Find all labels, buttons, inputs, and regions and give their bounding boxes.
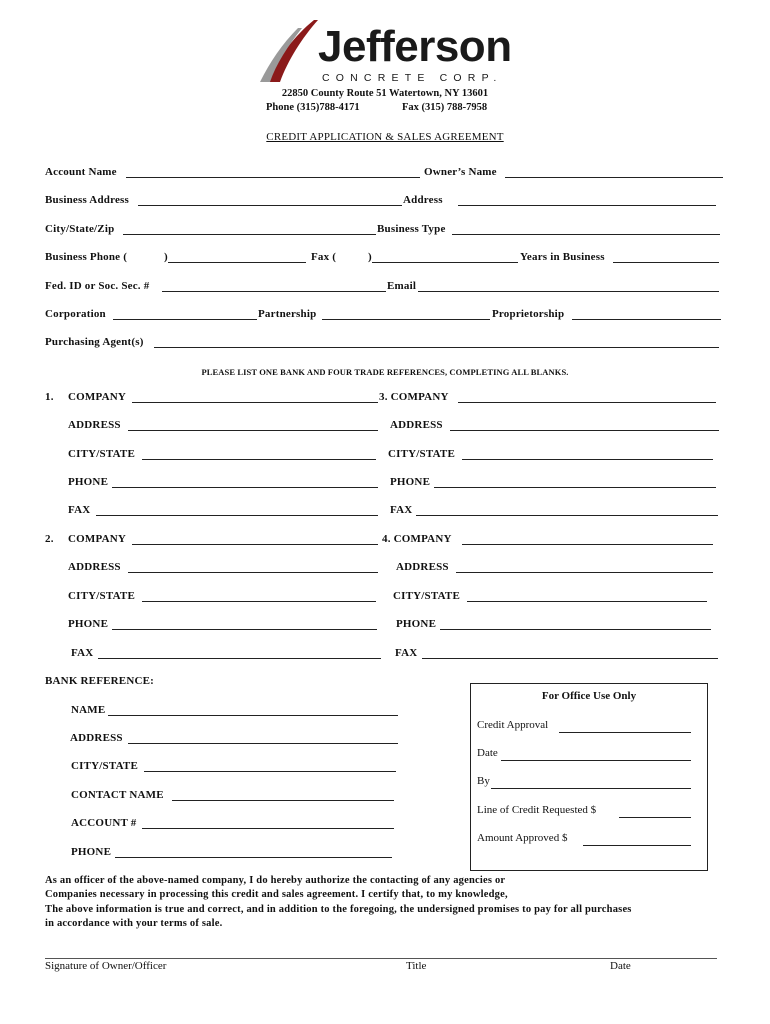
credit-approval-field[interactable] <box>559 732 691 733</box>
ref2-company-field[interactable] <box>132 544 378 545</box>
years-in-business-label: Years in Business <box>520 251 605 263</box>
ref2-address-field[interactable] <box>128 572 378 573</box>
address-field[interactable] <box>458 205 716 206</box>
amount-approved-field[interactable] <box>583 845 691 846</box>
fax-field[interactable] <box>372 262 518 263</box>
line-of-credit-label: Line of Credit Requested $ <box>477 804 597 816</box>
bank-account-label: ACCOUNT # <box>71 817 137 829</box>
credit-approval-label: Credit Approval <box>477 719 549 731</box>
ref2-phone-field[interactable] <box>112 629 377 630</box>
agreement-line-4: in accordance with your terms of sale. <box>45 918 223 929</box>
ref1-city-field[interactable] <box>142 459 376 460</box>
bank-name-field[interactable] <box>108 715 398 716</box>
ref1-address-label: ADDRESS <box>68 419 121 431</box>
account-name-field[interactable] <box>126 177 420 178</box>
ref2-company-label: COMPANY <box>68 533 127 545</box>
bank-name-label: NAME <box>71 704 106 716</box>
ref2-city-label: CITY/STATE <box>68 590 136 602</box>
partnership-label: Partnership <box>258 308 317 320</box>
ref3-phone-label: PHONE <box>390 476 431 488</box>
ref1-number: 1. <box>45 391 54 403</box>
years-in-business-field[interactable] <box>613 262 719 263</box>
business-phone-field[interactable] <box>168 262 306 263</box>
ref3-address-label: ADDRESS <box>390 419 443 431</box>
bank-city-field[interactable] <box>144 771 396 772</box>
ref2-fax-label: FAX <box>71 647 94 659</box>
fax-paren: ) <box>368 251 372 263</box>
business-phone-paren: ) <box>164 251 168 263</box>
ref1-company-label: COMPANY <box>68 391 127 403</box>
fed-id-field[interactable] <box>162 291 386 292</box>
ref3-company-label: 3. COMPANY <box>379 391 449 403</box>
fed-id-label: Fed. ID or Soc. Sec. # <box>45 280 150 292</box>
bank-contact-label: CONTACT NAME <box>71 789 164 801</box>
purchasing-agents-label: Purchasing Agent(s) <box>45 336 144 348</box>
office-date-field[interactable] <box>501 760 691 761</box>
bank-phone-label: PHONE <box>71 846 112 858</box>
office-use-heading: For Office Use Only <box>541 690 637 702</box>
owners-name-field[interactable] <box>505 177 723 178</box>
ref4-company-field[interactable] <box>462 544 713 545</box>
logo-mark-icon <box>258 18 320 84</box>
owners-name-label: Owner’s Name <box>424 166 497 178</box>
signature-title-label: Title <box>406 960 427 972</box>
references-note: PLEASE LIST ONE BANK AND FOUR TRADE REFERENCES, COMPLETING ALL BLANKS. <box>201 367 569 377</box>
signature-date-label: Date <box>610 960 631 972</box>
ref1-address-field[interactable] <box>128 430 378 431</box>
corporation-field[interactable] <box>113 319 257 320</box>
account-name-label: Account Name <box>45 166 117 178</box>
fax-label: Fax ( <box>311 251 337 263</box>
ref4-company-label: 4. COMPANY <box>382 533 452 545</box>
ref4-phone-label: PHONE <box>396 618 437 630</box>
bank-contact-field[interactable] <box>172 800 394 801</box>
company-fax: Fax (315) 788-7958 <box>402 102 488 113</box>
ref3-city-field[interactable] <box>462 459 713 460</box>
business-phone-label: Business Phone ( <box>45 251 128 263</box>
city-state-zip-label: City/State/Zip <box>45 223 115 235</box>
company-name: Jefferson <box>318 22 512 71</box>
ref1-phone-label: PHONE <box>68 476 109 488</box>
ref4-city-label: CITY/STATE <box>393 590 461 602</box>
ref2-city-field[interactable] <box>142 601 376 602</box>
bank-account-field[interactable] <box>142 828 394 829</box>
ref1-phone-field[interactable] <box>112 487 378 488</box>
purchasing-agents-field[interactable] <box>154 347 719 348</box>
ref2-number: 2. <box>45 533 54 545</box>
business-type-label: Business Type <box>377 223 446 235</box>
company-address: 22850 County Route 51 Watertown, NY 13601 <box>281 88 489 99</box>
signature-owner-label: Signature of Owner/Officer <box>45 960 167 972</box>
office-by-field[interactable] <box>491 788 691 789</box>
line-of-credit-field[interactable] <box>619 817 691 818</box>
office-use-box <box>470 683 708 871</box>
partnership-field[interactable] <box>322 319 490 320</box>
business-address-label: Business Address <box>45 194 130 206</box>
ref3-fax-label: FAX <box>390 504 413 516</box>
bank-reference-heading: BANK REFERENCE: <box>45 675 155 687</box>
corporation-label: Corporation <box>45 308 106 320</box>
email-field[interactable] <box>418 291 719 292</box>
business-type-field[interactable] <box>452 234 720 235</box>
ref3-city-label: CITY/STATE <box>388 448 456 460</box>
signature-line[interactable] <box>45 958 717 959</box>
ref3-fax-field[interactable] <box>416 515 718 516</box>
ref1-fax-field[interactable] <box>96 515 378 516</box>
ref4-address-label: ADDRESS <box>396 561 449 573</box>
ref4-phone-field[interactable] <box>440 629 711 630</box>
ref1-city-label: CITY/STATE <box>68 448 136 460</box>
ref3-company-field[interactable] <box>458 402 716 403</box>
proprietorship-field[interactable] <box>572 319 721 320</box>
office-by-label: By <box>477 775 490 787</box>
amount-approved-label: Amount Approved $ <box>477 832 568 844</box>
company-subtitle: CONCRETE CORP. <box>322 72 503 84</box>
ref4-city-field[interactable] <box>467 601 707 602</box>
ref2-address-label: ADDRESS <box>68 561 121 573</box>
city-state-zip-field[interactable] <box>123 234 376 235</box>
ref2-fax-field[interactable] <box>98 658 381 659</box>
ref4-fax-field[interactable] <box>422 658 718 659</box>
ref1-company-field[interactable] <box>132 402 378 403</box>
agreement-line-3: The above information is true and correct, and in addition to the foregoing, the undersigned promises to pay for all purchases <box>45 904 632 915</box>
agreement-line-2: Companies necessary in processing this credit and sales agreement. I certify that, to my knowledge, <box>45 889 508 900</box>
form-title: CREDIT APPLICATION & SALES AGREEMENT <box>266 131 504 143</box>
company-phone: Phone (315)788-4171 <box>266 102 360 113</box>
ref4-fax-label: FAX <box>395 647 418 659</box>
ref3-phone-field[interactable] <box>434 487 716 488</box>
agreement-line-1: As an officer of the above-named company, I do hereby authorize the contacting of any agencies or <box>45 875 506 886</box>
business-address-field[interactable] <box>138 205 402 206</box>
ref3-address-field[interactable] <box>450 430 719 431</box>
bank-address-field[interactable] <box>128 743 398 744</box>
email-label: Email <box>387 280 417 292</box>
bank-city-label: CITY/STATE <box>71 760 139 772</box>
bank-phone-field[interactable] <box>115 857 392 858</box>
ref2-phone-label: PHONE <box>68 618 109 630</box>
address-label: Address <box>403 194 443 206</box>
office-date-label: Date <box>477 747 498 759</box>
bank-address-label: ADDRESS <box>70 732 123 744</box>
ref4-address-field[interactable] <box>456 572 713 573</box>
proprietorship-label: Proprietorship <box>492 308 565 320</box>
ref1-fax-label: FAX <box>68 504 91 516</box>
